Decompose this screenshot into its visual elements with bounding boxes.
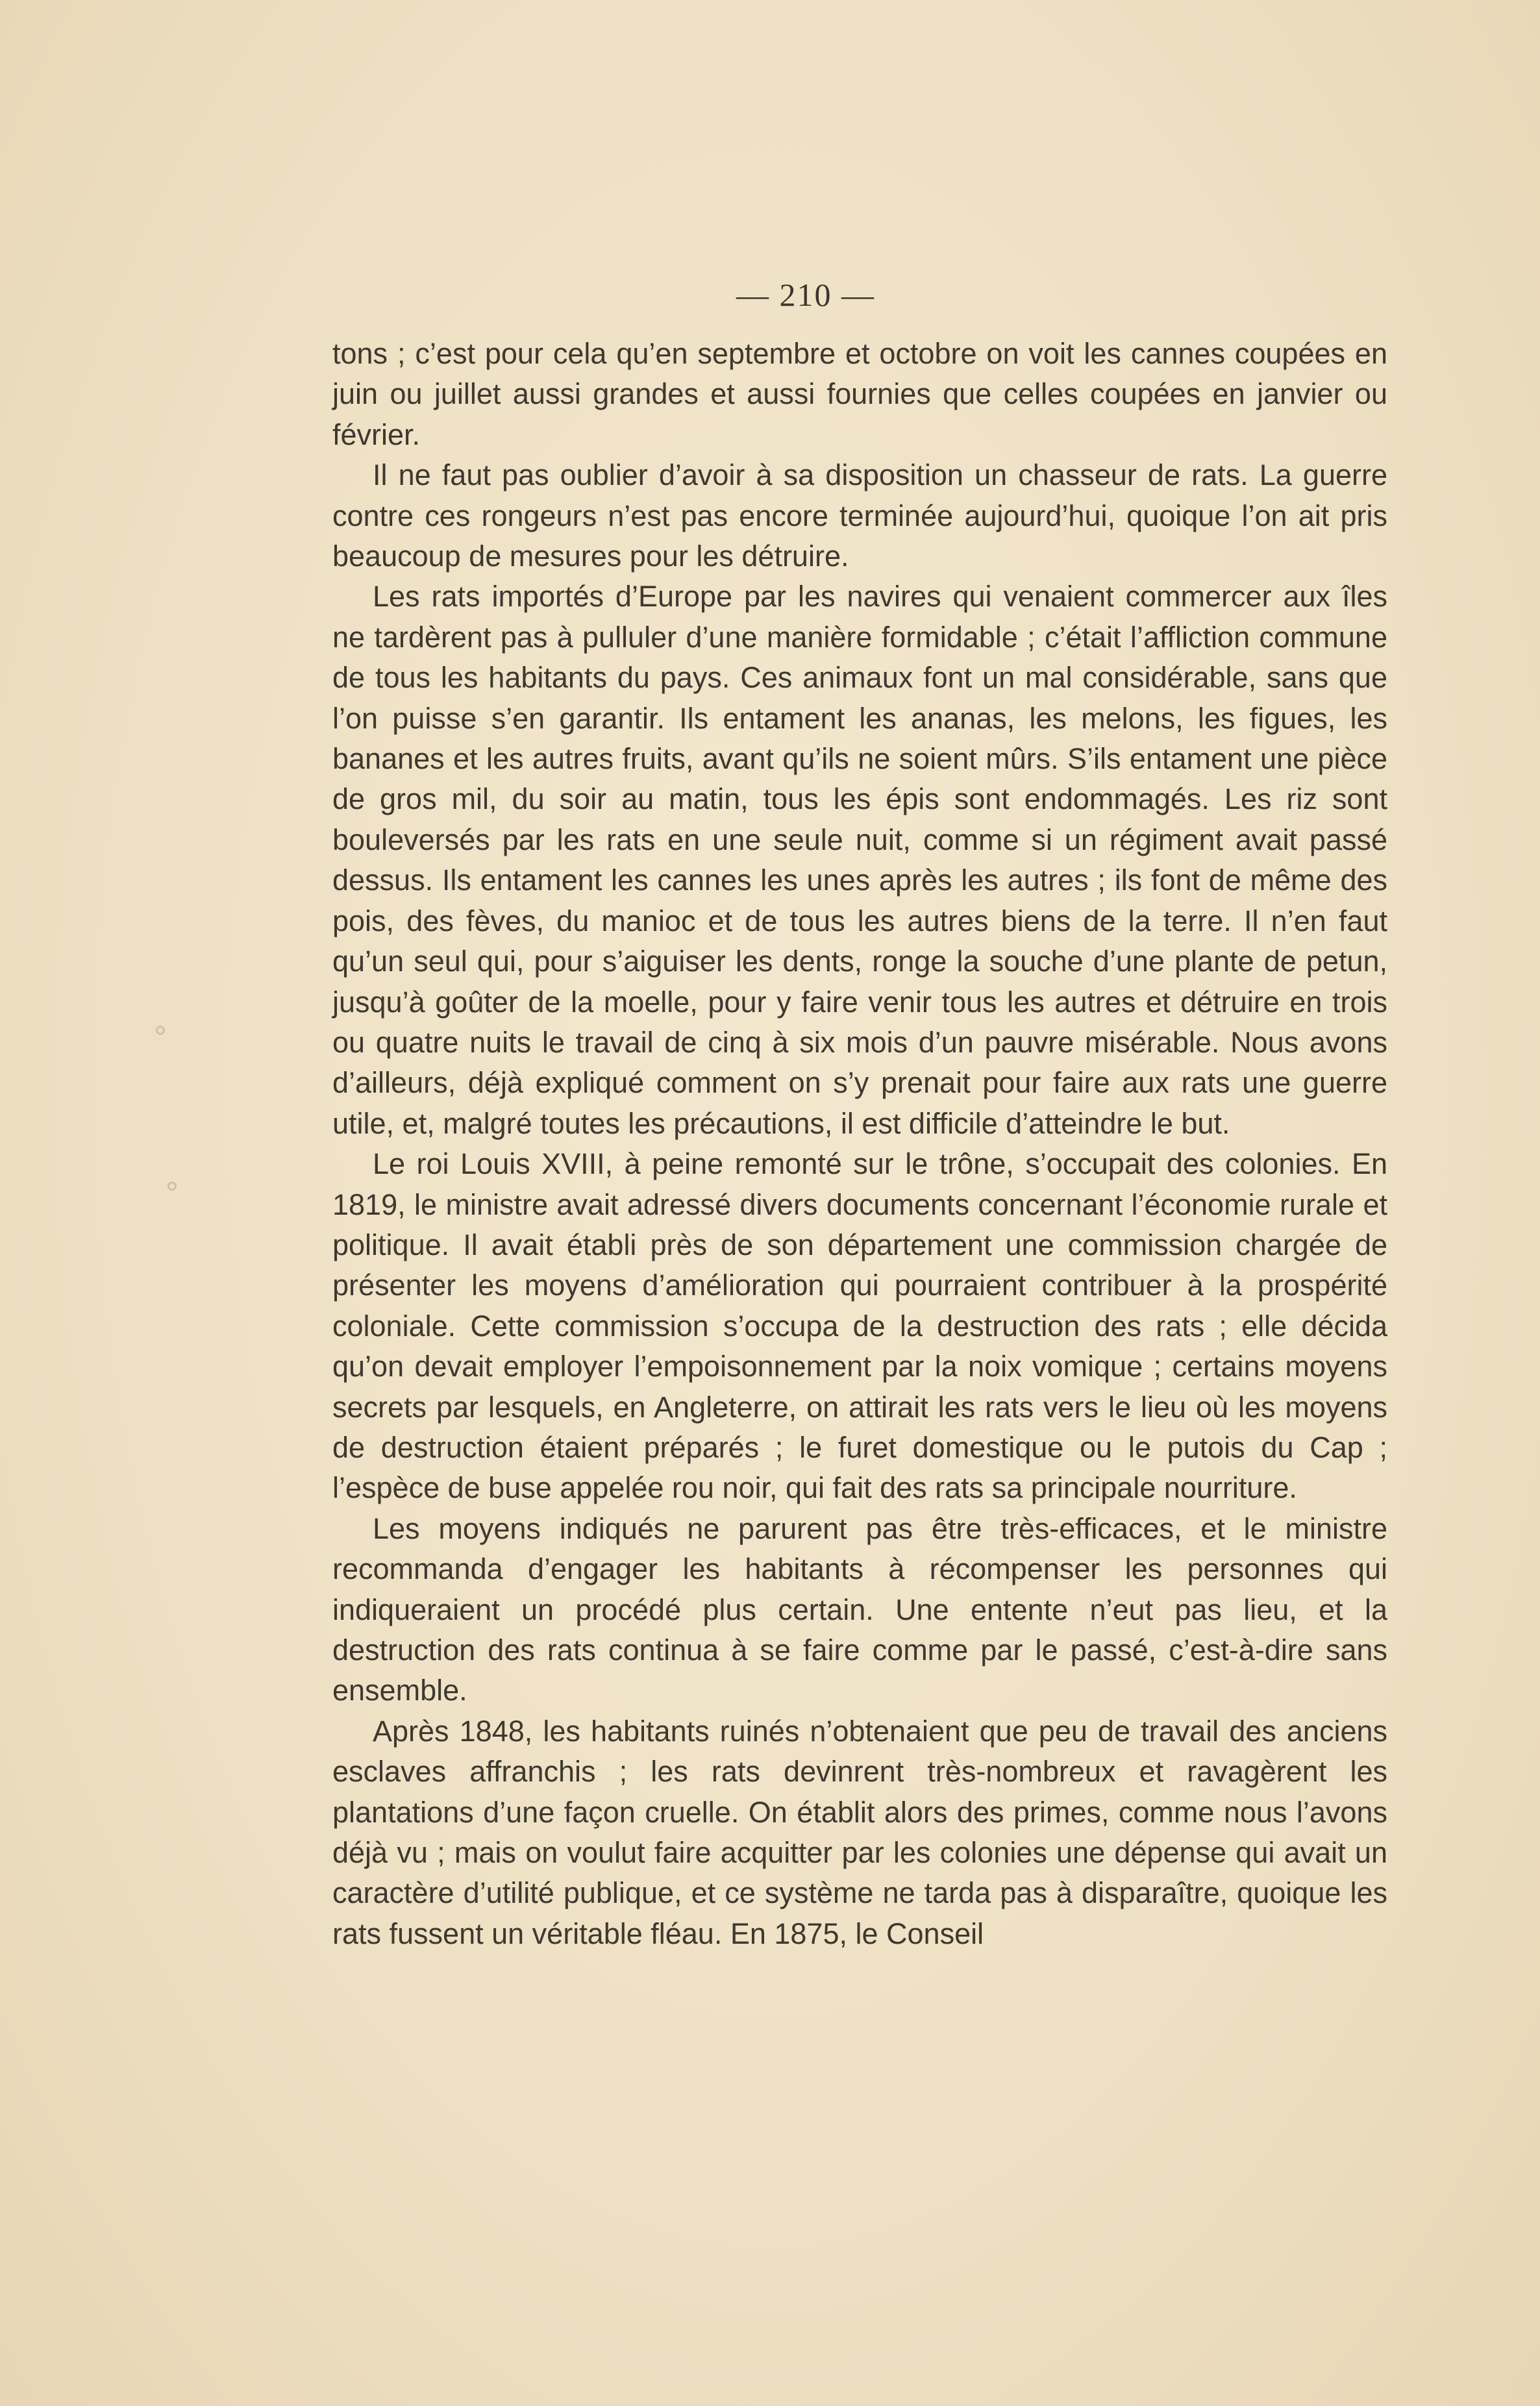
paragraph-2: Il ne faut pas oublier d’avoir à sa disposition un chasseur de rats. La guerre contre ces rongeurs n’est pas encore terminée aujourd’hui, quoique l’on ait pris beaucoup de mesures pour les détruire. — [332, 458, 1387, 573]
margin-stain-mark — [156, 1026, 165, 1035]
page-number: — 210 — — [736, 277, 875, 313]
paragraph-3: Les rats importés d’Europe par les navires qui venaient commercer aux îles ne tardèrent pas à pulluler d’une manière formidable ; c’était l’affliction commune de tous les habitants du pays. Ces animaux font un mal considérable, sans que l’on puisse s’en garantir. Ils entament les ananas, les melons, les figues, les bananes et les autres fruits, avant qu’ils ne soient mûrs. S’ils entament une pièce de gros mil, du soir au matin, tous les épis sont endommagés. Les riz sont bouleversés par les rats en une seule nuit, comme si un régiment avait passé dessus. Ils entament les cannes les unes après les autres ; ils font de même des pois, des fèves, du manioc et de tous les autres biens de la terre. Il n’en faut qu’un seul qui, pour s’aiguiser les dents, ronge la souche d’une plante de petun, jusqu’à goûter de la moelle, pour y faire venir tous les autres et détruire en trois ou quatre nuits le travail de cinq à six mois d’un pauvre misérable. Nous avons d’ailleurs, déjà expliqué comment on s’y prenait pour faire aux rats une guerre utile, et, malgré toutes les précautions, il est difficile d’atteindre le but. — [332, 580, 1387, 1140]
paragraph-5: Les moyens indiqués ne parurent pas être très-efficaces, et le ministre recommanda d’engager les habitants à récompenser les personnes qui indiqueraient un procédé plus certain. Une entente n’eut pas lieu, et la destruction des rats continua à se faire comme par le passé, c’est-à-dire sans ensemble. — [332, 1511, 1387, 1707]
margin-stain-mark — [168, 1182, 177, 1191]
body-text — [332, 334, 1387, 1954]
paragraph-1: tons ; c’est pour cela qu’en septembre et octobre on voit les cannes coupées en juin ou juillet aussi grandes et aussi fournies que celles coupées en janvier ou février. — [332, 337, 1387, 451]
paragraph-4: Le roi Louis XVIII, à peine remonté sur le trône, s’occupait des colonies. En 1819, le ministre avait adressé divers documents concernant l’économie rurale et politique. Il avait établi près de son département une commission chargée de présenter les moyens d’amélioration qui pourraient contribuer à la prospérité coloniale. Cette commission s’occupa de la destruction des rats ; elle décida qu’on devait employer l’empoisonnement par la noix vomique ; certains moyens secrets par lesquels, en Angleterre, on attirait les rats vers le lieu où les moyens de destruction étaient préparés ; le furet domestique ou le putois du Cap ; l’espèce de buse appelée rou noir, qui fait des rats sa principale nourriture. — [332, 1147, 1387, 1505]
paragraph-6: Après 1848, les habitants ruinés n’obtenaient que peu de travail des anciens esclaves affranchis ; les rats devinrent très-nombreux et ravagèrent les plantations d’une façon cruelle. On établit alors des primes, comme nous l’avons déjà vu ; mais on voulut faire acquitter par les colonies une dépense qui avait un caractère d’utilité publique, et ce système ne tarda pas à disparaître, quoique les rats fussent un véritable fléau. En 1875, le Conseil — [332, 1714, 1387, 1950]
